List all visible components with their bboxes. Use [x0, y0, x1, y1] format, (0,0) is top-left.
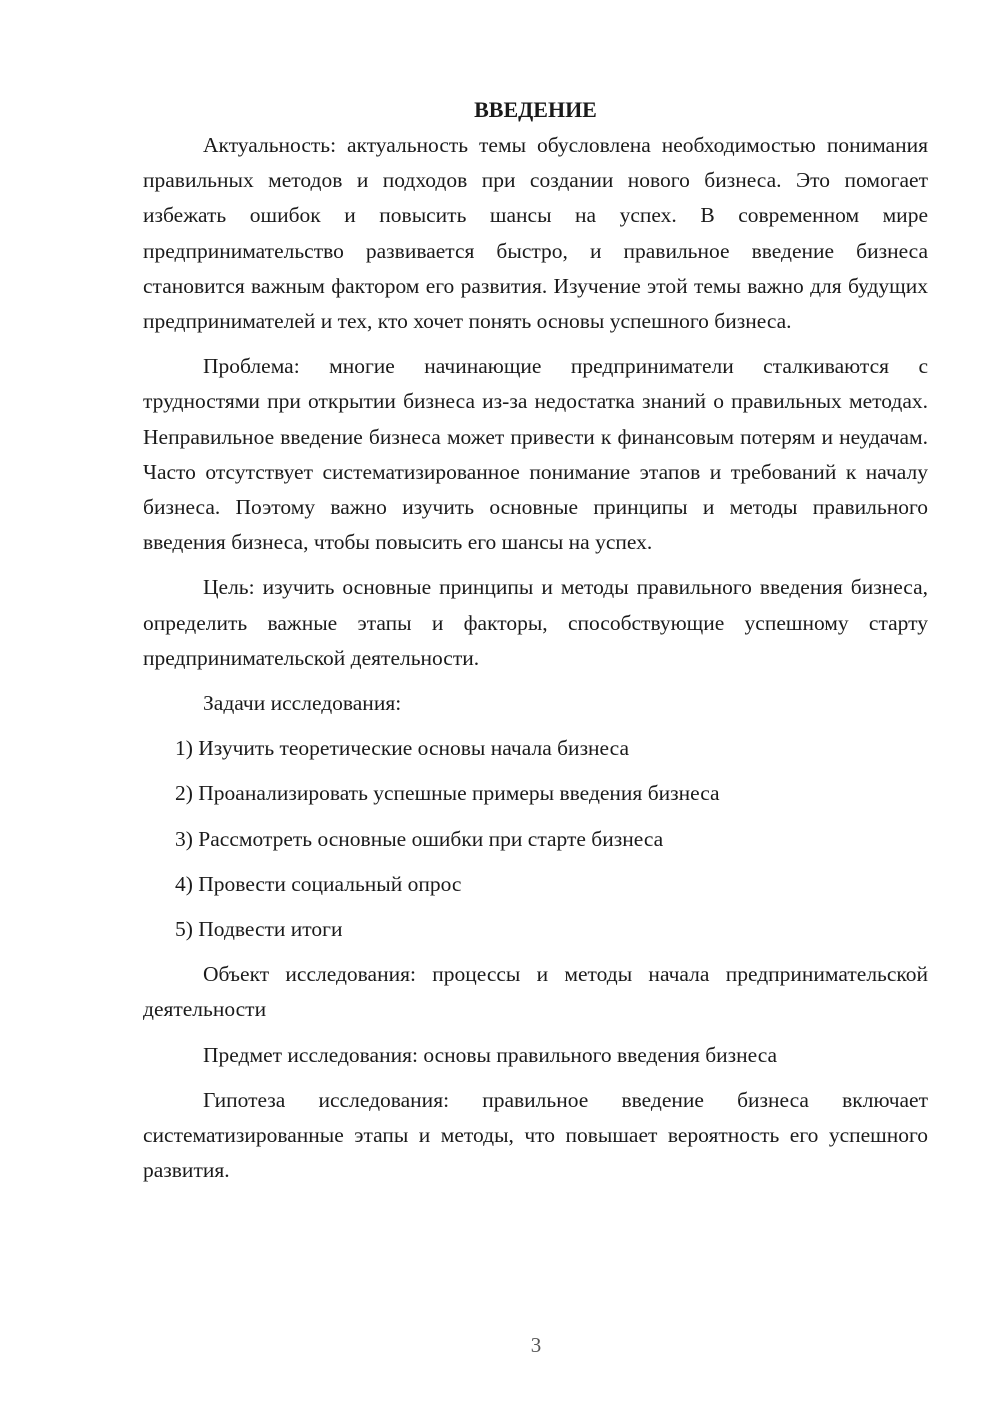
relevance-paragraph: Актуальность: актуальность темы обусловлена необходимостью понимания правильных методов и подходов при создании нового бизнеса. Это помогает избежать ошибок и повысить шансы на успех. В современном мире предпринимательство развивается быстро, и правильное введение бизнеса становится важным фактором его развития. Изучение этой темы важно для будущих предпринимателей и тех, кто хочет понять основы успешного бизнеса.	[143, 133, 928, 334]
tasks-list	[143, 731, 928, 947]
page-number: 3	[530, 1333, 542, 1357]
task-item-4: 4) Провести социальный опрос	[175, 871, 462, 896]
object-paragraph: Объект исследования: процессы и методы начала предпринимательской деятельности	[143, 962, 928, 1022]
goal-paragraph: Цель: изучить основные принципы и методы правильного введения бизнеса, определить важные этапы и факторы, способствующие успешному старту предпринимательской деятельности.	[143, 575, 928, 670]
task-item-1: 1) Изучить теоретические основы начала бизнеса	[175, 736, 629, 761]
subject-paragraph: Предмет исследования: основы правильного введения бизнеса	[203, 1042, 778, 1067]
hypothesis-paragraph: Гипотеза исследования: правильное введение бизнеса включает систематизированные этапы и методы, что повышает вероятность его успешного развития.	[143, 1087, 928, 1183]
tasks-heading: Задачи исследования:	[203, 691, 402, 716]
document-page	[143, 92, 928, 1198]
task-item-3: 3) Рассмотреть основные ошибки при старте бизнеса	[175, 826, 664, 851]
problem-paragraph: Проблема: многие начинающие предприниматели сталкиваются с трудностями при открытии бизнеса из-за недостатка знаний о правильных методах. Неправильное введение бизнеса может привести к финансовым потерям и неудачам. Часто отсутствует систематизированное понимание этапов и требований к началу бизнеса. Поэтому важно изучить основные принципы и методы правильного введения бизнеса, чтобы повысить его шансы на успех.	[143, 354, 928, 555]
task-item-5: 5) Подвести итоги	[175, 917, 343, 942]
page-title: ВВЕДЕНИЕ	[474, 97, 597, 122]
task-item-2: 2) Проанализировать успешные примеры введения бизнеса	[175, 781, 720, 806]
